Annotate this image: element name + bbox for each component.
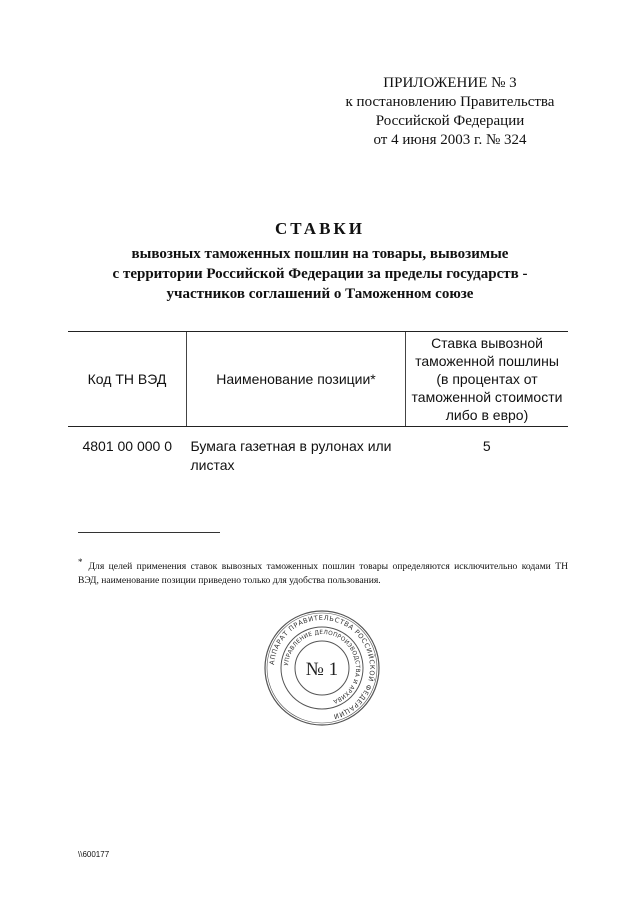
header-rate bbox=[406, 332, 569, 427]
page-subtitle bbox=[70, 244, 570, 304]
row-name: Бумага газетная в рулонах или листах bbox=[190, 438, 392, 473]
appendix-government: Российской Федерации bbox=[375, 113, 525, 129]
seal-outer-text: АППАРАТ ПРАВИТЕЛЬСТВА РОССИЙСКОЙ ФЕДЕРАЦИИ bbox=[268, 613, 377, 721]
header-rate-line-5: либо в евро) bbox=[445, 407, 529, 423]
row-code: 4801 00 000 0 bbox=[82, 438, 173, 454]
page-title: СТАВКИ bbox=[275, 219, 365, 238]
seal-inner-text: УПРАВЛЕНИЕ ДЕЛОПРОИЗВОДСТВА И АРХИВА bbox=[284, 629, 361, 705]
seal-number: № 1 bbox=[305, 659, 339, 680]
footnote-marker: * bbox=[78, 557, 83, 567]
header-code: Код ТН ВЭД bbox=[68, 332, 187, 427]
rates-table bbox=[68, 331, 568, 479]
header-rate-line-4: таможенной стоимости bbox=[411, 389, 563, 405]
official-seal-stamp bbox=[262, 608, 382, 728]
table-header-row bbox=[68, 332, 568, 427]
footnote bbox=[78, 555, 568, 588]
row-rate: 5 bbox=[482, 438, 491, 454]
appendix-title: ПРИЛОЖЕНИЕ № 3 bbox=[383, 75, 517, 91]
footnote-text: Для целей применения ставок вывозных таможенных пошлин товары определяются исключительно кодами ТН ВЭД, наименование позиции приведено только для удобства пользования. bbox=[78, 561, 568, 587]
header-rate-line-2: таможенной пошлины bbox=[415, 353, 559, 369]
appendix-header bbox=[330, 74, 570, 150]
header-name: Наименование позиции* bbox=[187, 332, 406, 427]
subtitle-line-2: с территории Российской Федерации за пределы государств - bbox=[112, 266, 528, 282]
footnote-separator bbox=[78, 532, 220, 533]
header-rate-line-3: (в процентах от bbox=[436, 371, 538, 387]
subtitle-line-3: участников соглашений о Таможенном союзе bbox=[166, 286, 474, 302]
subtitle-line-1: вывозных таможенных пошлин на товары, вывозимые bbox=[131, 246, 509, 262]
appendix-date: от 4 июня 2003 г. № 324 bbox=[373, 132, 527, 148]
table-row bbox=[68, 427, 568, 480]
appendix-resolution: к постановлению Правительства bbox=[345, 94, 555, 110]
document-number: \\600177 bbox=[78, 850, 110, 859]
header-rate-line-1: Ставка вывозной bbox=[431, 335, 543, 351]
